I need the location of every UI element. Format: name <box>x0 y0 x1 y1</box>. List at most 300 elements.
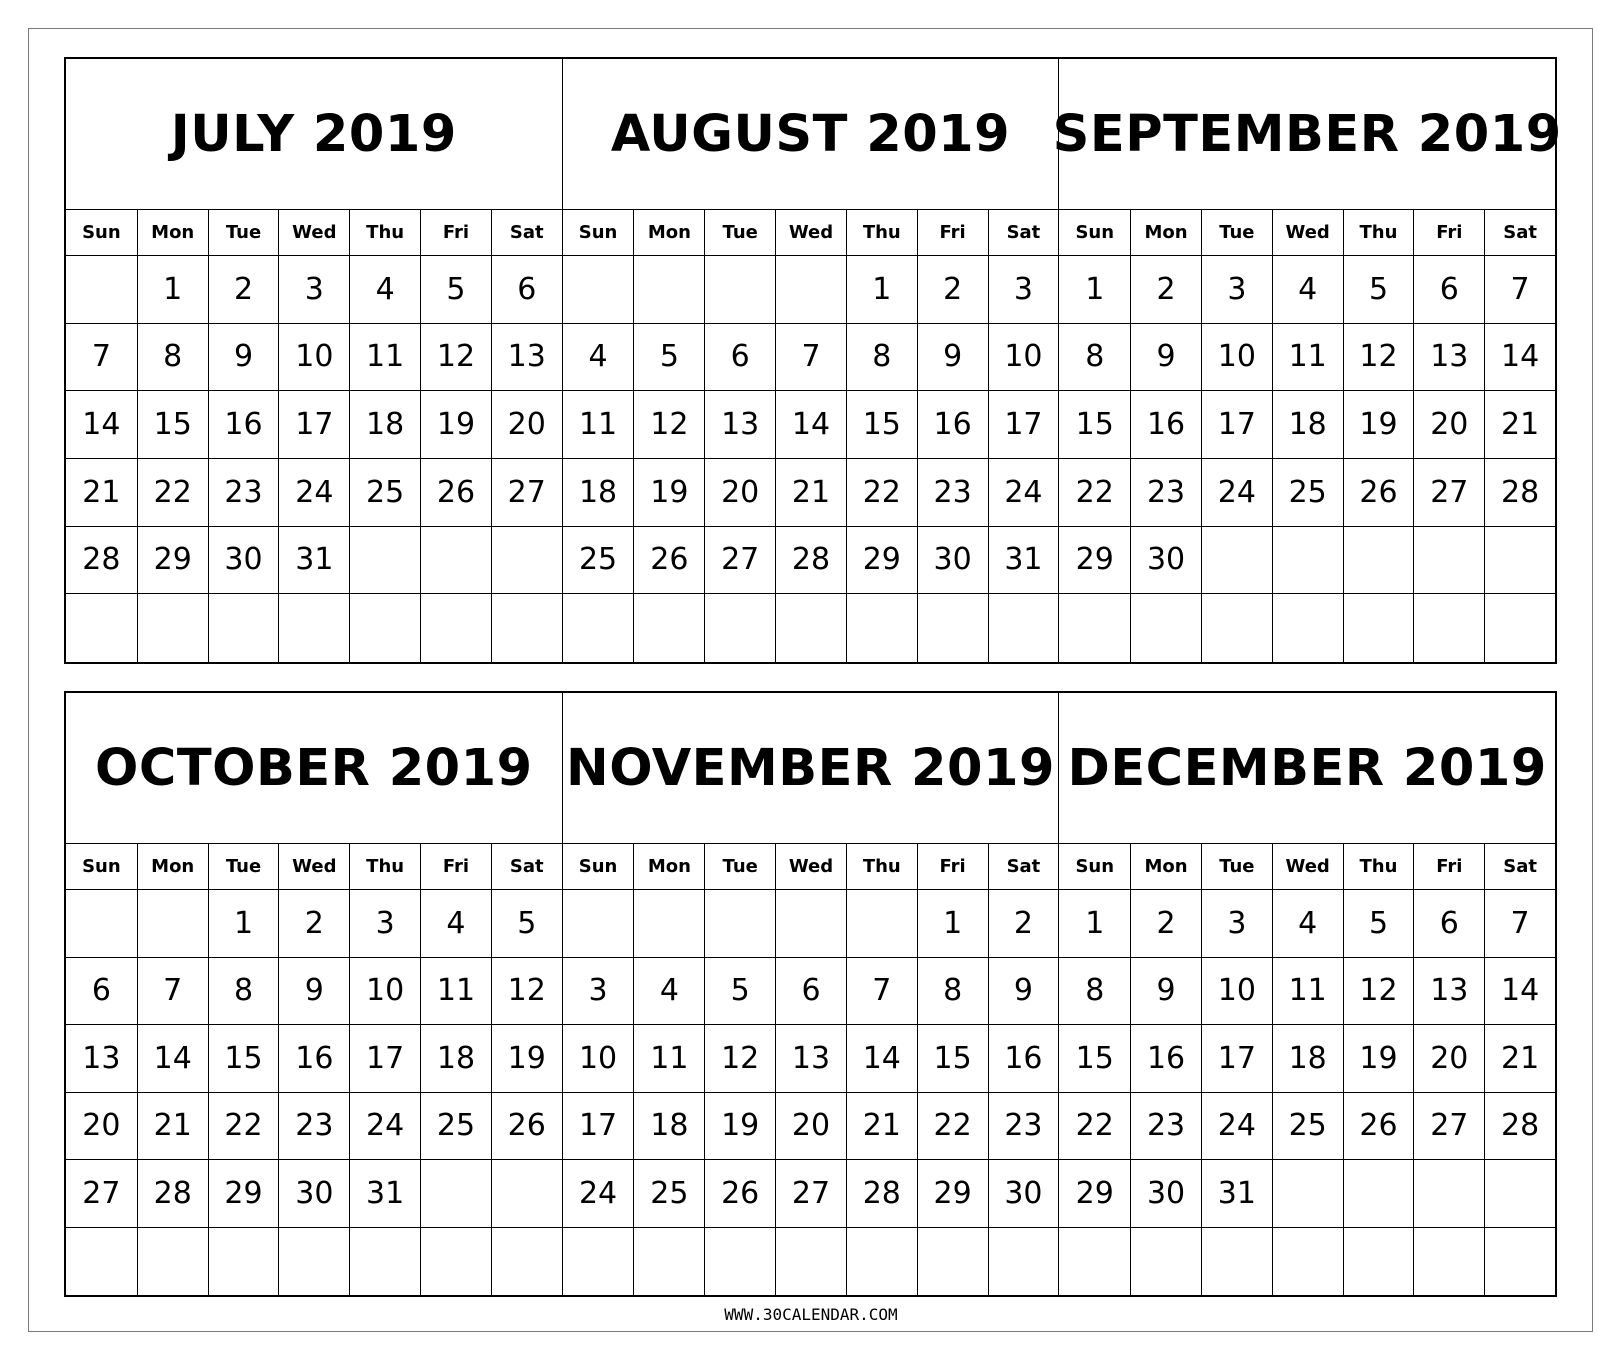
weekday-header: Tue <box>704 844 775 890</box>
day-cell: 15 <box>917 1025 988 1093</box>
day-cell <box>1130 594 1201 662</box>
day-cell: 23 <box>1130 459 1201 527</box>
day-cell: 15 <box>846 391 917 459</box>
day-cell: 20 <box>1413 1025 1484 1093</box>
day-cell: 16 <box>208 391 279 459</box>
month-title: OCTOBER 2019 <box>66 693 562 844</box>
day-cell <box>775 256 846 324</box>
day-cell: 24 <box>988 459 1059 527</box>
day-cell: 27 <box>704 527 775 595</box>
day-cell <box>633 890 704 958</box>
day-cell: 3 <box>1201 256 1272 324</box>
day-cell: 9 <box>917 324 988 392</box>
day-cell: 25 <box>563 527 634 595</box>
day-cell: 22 <box>917 1093 988 1161</box>
day-cell: 9 <box>278 958 349 1026</box>
day-cell: 21 <box>1484 1025 1555 1093</box>
month-title: AUGUST 2019 <box>563 59 1059 210</box>
day-cell <box>563 890 634 958</box>
day-cell: 5 <box>704 958 775 1026</box>
month-calendar <box>66 59 562 662</box>
day-cell: 29 <box>846 527 917 595</box>
day-cell <box>491 1228 562 1296</box>
day-cell: 14 <box>1484 958 1555 1026</box>
day-cell: 18 <box>1272 1025 1343 1093</box>
day-cell: 23 <box>917 459 988 527</box>
day-cell <box>775 890 846 958</box>
day-cell: 29 <box>208 1160 279 1228</box>
day-cell: 20 <box>491 391 562 459</box>
day-cell: 17 <box>1201 1025 1272 1093</box>
day-cell: 4 <box>349 256 420 324</box>
day-cell <box>420 1160 491 1228</box>
day-cell: 6 <box>66 958 137 1026</box>
weekday-header: Fri <box>1413 844 1484 890</box>
day-cell: 22 <box>1059 459 1130 527</box>
day-cell <box>1413 1160 1484 1228</box>
day-cell: 3 <box>1201 890 1272 958</box>
day-cell: 24 <box>1201 1093 1272 1161</box>
day-cell: 27 <box>66 1160 137 1228</box>
weekday-header: Fri <box>917 210 988 256</box>
day-cell <box>1272 1160 1343 1228</box>
weekday-header: Sun <box>1059 210 1130 256</box>
day-cell: 14 <box>137 1025 208 1093</box>
day-cell: 25 <box>349 459 420 527</box>
day-cell: 10 <box>988 324 1059 392</box>
day-cell <box>1413 594 1484 662</box>
day-cell: 21 <box>1484 391 1555 459</box>
weekday-header: Thu <box>349 844 420 890</box>
day-cell: 24 <box>278 459 349 527</box>
day-cell <box>278 594 349 662</box>
day-cell: 6 <box>1413 256 1484 324</box>
weekday-header: Mon <box>1130 844 1201 890</box>
day-cell: 24 <box>349 1093 420 1161</box>
weekday-header: Thu <box>1343 844 1414 890</box>
weekday-header: Tue <box>1201 210 1272 256</box>
day-cell: 14 <box>1484 324 1555 392</box>
day-cell: 19 <box>704 1093 775 1161</box>
day-cell: 8 <box>917 958 988 1026</box>
weekday-header: Sat <box>988 844 1059 890</box>
day-cell <box>1130 1228 1201 1296</box>
day-cell: 18 <box>563 459 634 527</box>
day-cell: 14 <box>846 1025 917 1093</box>
day-cell <box>1059 594 1130 662</box>
day-cell: 29 <box>137 527 208 595</box>
day-cell <box>137 890 208 958</box>
day-cell: 26 <box>420 459 491 527</box>
day-cell: 28 <box>846 1160 917 1228</box>
day-cell: 10 <box>1201 958 1272 1026</box>
day-cell: 2 <box>208 256 279 324</box>
weekday-header: Fri <box>420 844 491 890</box>
day-cell: 25 <box>1272 459 1343 527</box>
day-cell: 21 <box>66 459 137 527</box>
day-cell <box>1059 1228 1130 1296</box>
day-cell <box>66 1228 137 1296</box>
day-cell: 9 <box>208 324 279 392</box>
day-cell: 1 <box>1059 890 1130 958</box>
day-cell: 5 <box>420 256 491 324</box>
day-cell: 7 <box>137 958 208 1026</box>
day-cell <box>66 890 137 958</box>
calendar-row <box>64 57 1562 664</box>
month-calendar <box>1052 59 1562 662</box>
day-cell <box>846 1228 917 1296</box>
day-cell: 28 <box>775 527 846 595</box>
weekday-header: Tue <box>1201 844 1272 890</box>
day-cell <box>278 1228 349 1296</box>
day-cell: 4 <box>563 324 634 392</box>
day-cell: 13 <box>66 1025 137 1093</box>
day-cell: 6 <box>1413 890 1484 958</box>
day-cell <box>420 1228 491 1296</box>
month-calendar <box>66 693 562 1295</box>
day-cell: 15 <box>1059 1025 1130 1093</box>
day-cell: 7 <box>846 958 917 1026</box>
day-cell <box>633 1228 704 1296</box>
day-cell: 24 <box>563 1160 634 1228</box>
weekday-header: Sun <box>66 210 137 256</box>
weekday-header: Mon <box>137 210 208 256</box>
day-cell: 11 <box>349 324 420 392</box>
day-cell: 21 <box>775 459 846 527</box>
weekday-header: Sat <box>988 210 1059 256</box>
day-cell: 25 <box>633 1160 704 1228</box>
day-cell: 12 <box>491 958 562 1026</box>
day-cell <box>1272 594 1343 662</box>
day-cell: 29 <box>1059 1160 1130 1228</box>
day-cell: 31 <box>278 527 349 595</box>
day-cell: 30 <box>208 527 279 595</box>
month-title: JULY 2019 <box>66 59 562 210</box>
day-cell <box>775 594 846 662</box>
day-cell: 15 <box>137 391 208 459</box>
day-cell <box>420 594 491 662</box>
day-cell: 8 <box>1059 958 1130 1026</box>
day-cell: 18 <box>1272 391 1343 459</box>
weekday-header: Sat <box>1484 210 1555 256</box>
day-cell: 6 <box>491 256 562 324</box>
weekday-header: Sat <box>491 210 562 256</box>
day-cell: 16 <box>1130 1025 1201 1093</box>
weekday-header: Sun <box>563 844 634 890</box>
day-cell: 22 <box>137 459 208 527</box>
day-cell <box>704 256 775 324</box>
day-cell <box>1484 1160 1555 1228</box>
day-cell: 25 <box>1272 1093 1343 1161</box>
day-cell: 14 <box>66 391 137 459</box>
weekday-header: Thu <box>1343 210 1414 256</box>
weekday-header: Fri <box>420 210 491 256</box>
day-cell: 27 <box>1413 459 1484 527</box>
day-cell <box>349 527 420 595</box>
day-cell <box>1484 527 1555 595</box>
day-cell <box>633 256 704 324</box>
weekday-header: Sun <box>66 844 137 890</box>
day-cell: 9 <box>988 958 1059 1026</box>
month-calendar <box>562 693 1059 1295</box>
day-cell: 11 <box>1272 958 1343 1026</box>
month-calendar <box>562 59 1059 662</box>
day-cell: 30 <box>1130 527 1201 595</box>
day-cell <box>633 594 704 662</box>
weekday-header: Fri <box>917 844 988 890</box>
day-cell: 9 <box>1130 324 1201 392</box>
day-cell: 21 <box>137 1093 208 1161</box>
day-cell <box>349 1228 420 1296</box>
day-cell: 26 <box>1343 1093 1414 1161</box>
day-cell: 31 <box>349 1160 420 1228</box>
day-cell: 13 <box>704 391 775 459</box>
day-cell: 22 <box>846 459 917 527</box>
month-grid <box>1059 210 1555 662</box>
day-cell <box>1484 1228 1555 1296</box>
day-cell: 28 <box>1484 1093 1555 1161</box>
day-cell <box>1272 527 1343 595</box>
weekday-header: Thu <box>846 210 917 256</box>
day-cell: 15 <box>1059 391 1130 459</box>
day-cell: 23 <box>278 1093 349 1161</box>
day-cell <box>491 1160 562 1228</box>
day-cell: 27 <box>491 459 562 527</box>
day-cell: 13 <box>775 1025 846 1093</box>
day-cell <box>1343 527 1414 595</box>
day-cell: 18 <box>349 391 420 459</box>
weekday-header: Mon <box>633 210 704 256</box>
day-cell: 20 <box>775 1093 846 1161</box>
day-cell <box>66 594 137 662</box>
day-cell: 23 <box>1130 1093 1201 1161</box>
day-cell: 29 <box>1059 527 1130 595</box>
day-cell <box>420 527 491 595</box>
day-cell: 1 <box>846 256 917 324</box>
day-cell <box>563 1228 634 1296</box>
day-cell: 5 <box>491 890 562 958</box>
day-cell: 28 <box>66 527 137 595</box>
day-cell: 10 <box>278 324 349 392</box>
day-cell: 17 <box>349 1025 420 1093</box>
day-cell: 1 <box>137 256 208 324</box>
day-cell: 5 <box>633 324 704 392</box>
month-calendar <box>1058 693 1555 1295</box>
day-cell: 26 <box>1343 459 1414 527</box>
day-cell <box>1343 594 1414 662</box>
day-cell <box>917 1228 988 1296</box>
day-cell: 17 <box>278 391 349 459</box>
day-cell: 4 <box>633 958 704 1026</box>
day-cell <box>208 594 279 662</box>
day-cell: 23 <box>208 459 279 527</box>
weekday-header: Wed <box>278 844 349 890</box>
day-cell: 12 <box>1343 324 1414 392</box>
day-cell <box>208 1228 279 1296</box>
day-cell: 30 <box>1130 1160 1201 1228</box>
weekday-header: Tue <box>208 210 279 256</box>
day-cell: 6 <box>704 324 775 392</box>
day-cell: 16 <box>917 391 988 459</box>
weekday-header: Tue <box>208 844 279 890</box>
day-cell: 28 <box>137 1160 208 1228</box>
day-cell: 21 <box>846 1093 917 1161</box>
day-cell: 13 <box>491 324 562 392</box>
day-cell: 11 <box>1272 324 1343 392</box>
month-grid <box>66 210 562 662</box>
day-cell <box>917 594 988 662</box>
day-cell: 17 <box>988 391 1059 459</box>
day-cell <box>491 594 562 662</box>
day-cell: 12 <box>704 1025 775 1093</box>
day-cell: 2 <box>988 890 1059 958</box>
day-cell: 16 <box>1130 391 1201 459</box>
day-cell <box>1201 527 1272 595</box>
day-cell: 12 <box>1343 958 1414 1026</box>
day-cell <box>988 594 1059 662</box>
day-cell: 18 <box>633 1093 704 1161</box>
day-cell: 20 <box>66 1093 137 1161</box>
day-cell: 12 <box>633 391 704 459</box>
day-cell <box>775 1228 846 1296</box>
day-cell <box>66 256 137 324</box>
month-title: SEPTEMBER 2019 <box>1059 59 1555 210</box>
day-cell: 1 <box>1059 256 1130 324</box>
day-cell: 30 <box>988 1160 1059 1228</box>
weekday-header: Wed <box>775 210 846 256</box>
day-cell: 5 <box>1343 256 1414 324</box>
weekday-header: Mon <box>137 844 208 890</box>
day-cell: 24 <box>1201 459 1272 527</box>
day-cell: 13 <box>1413 958 1484 1026</box>
day-cell: 14 <box>775 391 846 459</box>
day-cell <box>491 527 562 595</box>
weekday-header: Sat <box>491 844 562 890</box>
day-cell: 16 <box>278 1025 349 1093</box>
day-cell <box>137 1228 208 1296</box>
day-cell: 8 <box>1059 324 1130 392</box>
day-cell: 30 <box>278 1160 349 1228</box>
day-cell <box>846 594 917 662</box>
day-cell: 2 <box>1130 256 1201 324</box>
day-cell <box>1272 1228 1343 1296</box>
day-cell <box>704 890 775 958</box>
day-cell: 7 <box>1484 256 1555 324</box>
day-cell: 19 <box>420 391 491 459</box>
calendar-row <box>64 691 1557 1297</box>
day-cell: 7 <box>775 324 846 392</box>
day-cell <box>1343 1228 1414 1296</box>
day-cell: 3 <box>988 256 1059 324</box>
day-cell: 4 <box>1272 890 1343 958</box>
month-grid <box>1059 844 1555 1295</box>
day-cell: 9 <box>1130 958 1201 1026</box>
day-cell: 2 <box>278 890 349 958</box>
weekday-header: Thu <box>846 844 917 890</box>
day-cell: 4 <box>1272 256 1343 324</box>
day-cell <box>1413 1228 1484 1296</box>
day-cell: 30 <box>917 527 988 595</box>
day-cell <box>1413 527 1484 595</box>
month-title: DECEMBER 2019 <box>1059 693 1555 844</box>
day-cell: 3 <box>563 958 634 1026</box>
weekday-header: Fri <box>1413 210 1484 256</box>
day-cell: 15 <box>208 1025 279 1093</box>
day-cell <box>1343 1160 1414 1228</box>
day-cell <box>137 594 208 662</box>
weekday-header: Mon <box>633 844 704 890</box>
day-cell: 10 <box>563 1025 634 1093</box>
day-cell: 26 <box>633 527 704 595</box>
day-cell: 19 <box>1343 391 1414 459</box>
day-cell: 27 <box>775 1160 846 1228</box>
day-cell: 2 <box>917 256 988 324</box>
weekday-header: Wed <box>1272 210 1343 256</box>
day-cell <box>349 594 420 662</box>
day-cell <box>1201 594 1272 662</box>
weekday-header: Sat <box>1484 844 1555 890</box>
footer-url: WWW.30CALENDAR.COM <box>724 1305 898 1324</box>
day-cell: 7 <box>66 324 137 392</box>
day-cell: 17 <box>563 1093 634 1161</box>
day-cell <box>988 1228 1059 1296</box>
day-cell <box>563 256 634 324</box>
month-grid <box>563 210 1059 662</box>
day-cell: 19 <box>633 459 704 527</box>
day-cell: 8 <box>208 958 279 1026</box>
day-cell: 10 <box>1201 324 1272 392</box>
day-cell <box>704 1228 775 1296</box>
day-cell: 11 <box>633 1025 704 1093</box>
weekday-header: Tue <box>704 210 775 256</box>
day-cell: 19 <box>1343 1025 1414 1093</box>
day-cell <box>1484 594 1555 662</box>
day-cell: 20 <box>704 459 775 527</box>
day-cell: 4 <box>420 890 491 958</box>
day-cell: 27 <box>1413 1093 1484 1161</box>
weekday-header: Wed <box>278 210 349 256</box>
day-cell: 26 <box>704 1160 775 1228</box>
day-cell <box>704 594 775 662</box>
day-cell: 22 <box>208 1093 279 1161</box>
day-cell: 20 <box>1413 391 1484 459</box>
day-cell: 19 <box>491 1025 562 1093</box>
weekday-header: Wed <box>775 844 846 890</box>
day-cell: 7 <box>1484 890 1555 958</box>
day-cell: 29 <box>917 1160 988 1228</box>
day-cell: 3 <box>349 890 420 958</box>
month-grid <box>563 844 1059 1295</box>
month-title: NOVEMBER 2019 <box>563 693 1059 844</box>
day-cell: 11 <box>563 391 634 459</box>
day-cell <box>846 890 917 958</box>
day-cell: 2 <box>1130 890 1201 958</box>
day-cell: 8 <box>137 324 208 392</box>
day-cell: 3 <box>278 256 349 324</box>
day-cell: 12 <box>420 324 491 392</box>
day-cell: 31 <box>1201 1160 1272 1228</box>
day-cell: 5 <box>1343 890 1414 958</box>
day-cell: 10 <box>349 958 420 1026</box>
day-cell <box>1201 1228 1272 1296</box>
day-cell: 13 <box>1413 324 1484 392</box>
day-cell: 26 <box>491 1093 562 1161</box>
day-cell: 22 <box>1059 1093 1130 1161</box>
day-cell: 16 <box>988 1025 1059 1093</box>
day-cell: 17 <box>1201 391 1272 459</box>
day-cell <box>563 594 634 662</box>
day-cell: 18 <box>420 1025 491 1093</box>
